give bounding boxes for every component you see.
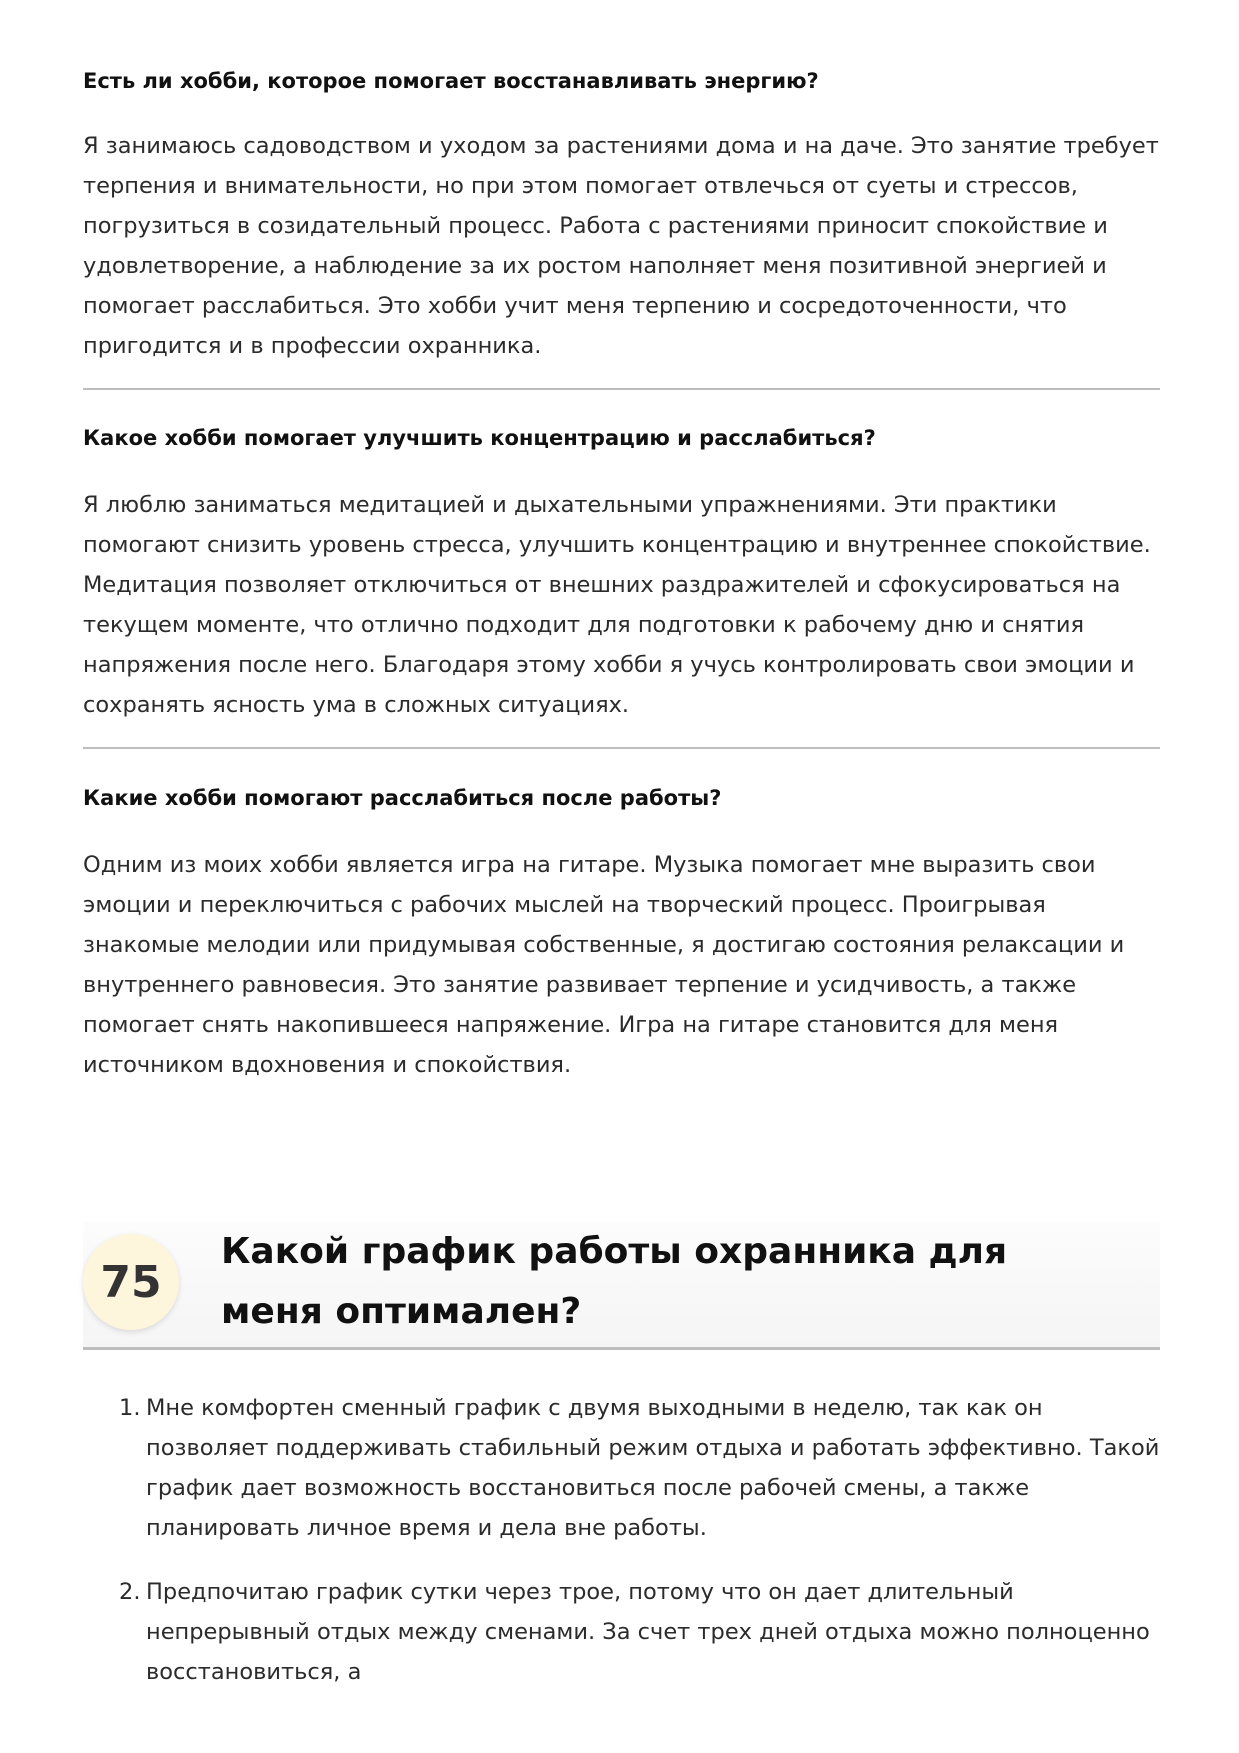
section-header xyxy=(83,1222,1160,1350)
section-number-badge: 75 xyxy=(83,1234,179,1330)
answer-paragraph: Я люблю заниматься медитацией и дыхательными упражнениями. Эти практики помогают снизить уровень стресса, улучшить концентрацию и внутреннее спокойствие. Медитация позволяет отключиться от внешних раздражителей и сфокусироваться на текущем моменте, что отлично подходит для подготовки к рабочему дню и снятия напряжения после него. Благодаря этому хобби я учусь контролировать свои эмоции и сохранять ясность ума в сложных ситуациях. xyxy=(83,492,1151,718)
answer-list xyxy=(83,1388,1160,1716)
divider xyxy=(83,388,1160,390)
list-item-text: Предпочитаю график сутки через трое, потому что он дает длительный непрерывный отдых между сменами. За счет трех дней отдыха можно полноценно восстановиться, а xyxy=(146,1579,1150,1685)
list-item xyxy=(83,1572,1160,1692)
section-title: Какой график работы охранника для меня оптимален? xyxy=(221,1231,1008,1332)
question-heading: Какие хобби помогают расслабиться после работы? xyxy=(83,786,722,810)
question-heading: Какое хобби помогает улучшить концентрацию и расслабиться? xyxy=(83,426,876,450)
list-item-text: Мне комфортен сменный график с двумя выходными в неделю, так как он позволяет поддерживать стабильный режим отдыха и работать эффективно. Такой график дает возможность восстановиться после рабочей смены, а также планировать личное время и дела вне работы. xyxy=(146,1395,1160,1541)
answer-paragraph: Одним из моих хобби является игра на гитаре. Музыка помогает мне выразить свои эмоции и переключиться с рабочих мыслей на творческий процесс. Проигрывая знакомые мелодии или придумывая собственные, я достигаю состояния релаксации и внутреннего равновесия. Это занятие развивает терпение и усидчивость, а также помогает снять накопившееся напряжение. Игра на гитаре становится для меня источником вдохновения и спокойствия. xyxy=(83,852,1125,1078)
divider xyxy=(83,747,1160,749)
list-item xyxy=(83,1388,1160,1548)
list-item-number: 2. xyxy=(119,1579,141,1605)
answer-paragraph: Я занимаюсь садоводством и уходом за растениями дома и на даче. Это занятие требует терпения и внимательности, но при этом помогает отвлечься от суеты и стрессов, погрузиться в созидательный процесс. Работа с растениями приносит спокойствие и удовлетворение, а наблюдение за их ростом наполняет меня позитивной энергией и помогает расслабиться. Это хобби учит меня терпению и сосредоточенности, что пригодится и в профессии охранника. xyxy=(83,133,1159,359)
question-heading: Есть ли хобби, которое помогает восстанавливать энергию? xyxy=(83,69,819,93)
list-item-number: 1. xyxy=(119,1395,141,1421)
